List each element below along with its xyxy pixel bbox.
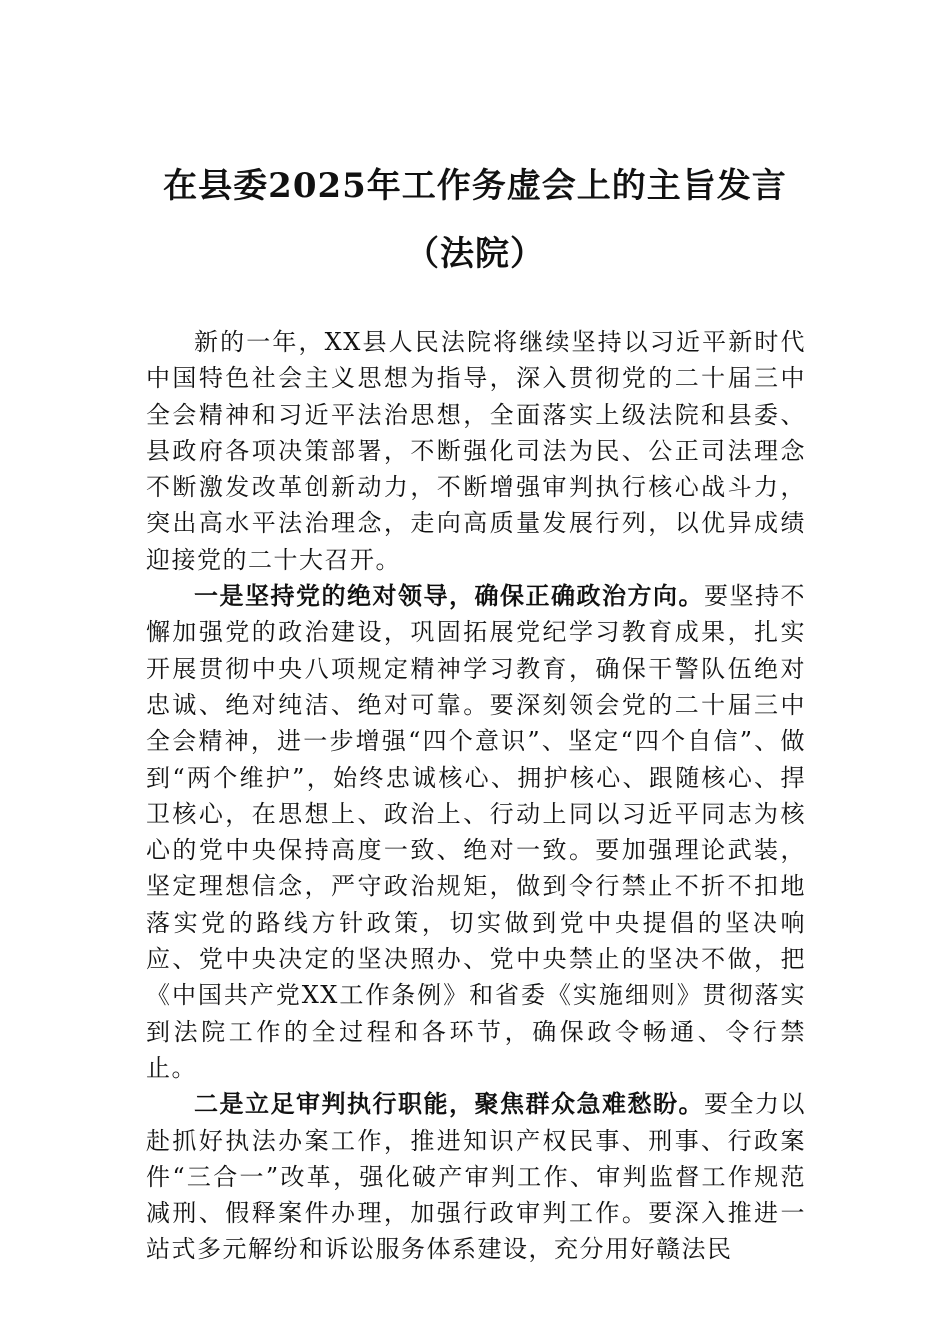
paragraph-point-2 [146, 1086, 806, 1267]
document-body [146, 324, 806, 1268]
paragraph-text: 新的一年，XX县人民法院将继续坚持以习近平新时代中国特色社会主义思想为指导，深入贯彻党的二十届三中全会精神和习近平法治思想，全面落实上级法院和县委、县政府各项决策部署，不断强化司法为民、公正司法理念不断激发改革创新动力，不断增强审判执行核心战斗力，突出高水平法治理念，走向高质量发展行列，以优异成绩迎接党的二十大召开。 [146, 328, 806, 574]
document-title: 在县委2025年工作务虚会上的主旨发言 [163, 166, 787, 206]
paragraph-lead: 二是立足审判执行职能，聚焦群众急难愁盼。 [194, 1089, 704, 1119]
document-subtitle: （法院） [405, 234, 545, 274]
paragraph-point-1 [146, 578, 806, 1086]
paragraph-text: 要坚持不懈加强党的政治建设，巩固拓展党纪学习教育成果，扎实开展贯彻中央八项规定精神学习教育，确保干警队伍绝对忠诚、绝对纯洁、绝对可靠。要深刻领会党的二十届三中全会精神，进一步增强“四个意识”、坚定“四个自信”、做到“两个维护”，始终忠诚核心、拥护核心、跟随核心、捍卫核心，在思想上、政治上、行动上同以习近平同志为核心的党中央保持高度一致、绝对一致。要加强理论武装，坚定理想信念，严守政治规矩，做到令行禁止不折不扣地落实党的路线方针政策，切实做到党中央提倡的坚决响应、党中央决定的坚决照办、党中央禁止的坚决不做，把《中国共产党XX工作条例》和省委《实施细则》贯彻落实到法院工作的全过程和各环节，确保政令畅通、令行禁止。 [146, 582, 806, 1082]
paragraph-lead: 一是坚持党的绝对领导，确保正确政治方向。 [194, 581, 704, 611]
paragraph-intro [146, 324, 806, 578]
paragraph-text: 要全力以赴抓好执法办案工作，推进知识产权民事、刑事、行政案件“三合一”改革，强化破产审判工作、审判监督工作规范减刑、假释案件办理，加强行政审判工作。要深入推进一站式多元解纷和诉讼服务体系建设，充分用好赣法民 [146, 1090, 806, 1264]
